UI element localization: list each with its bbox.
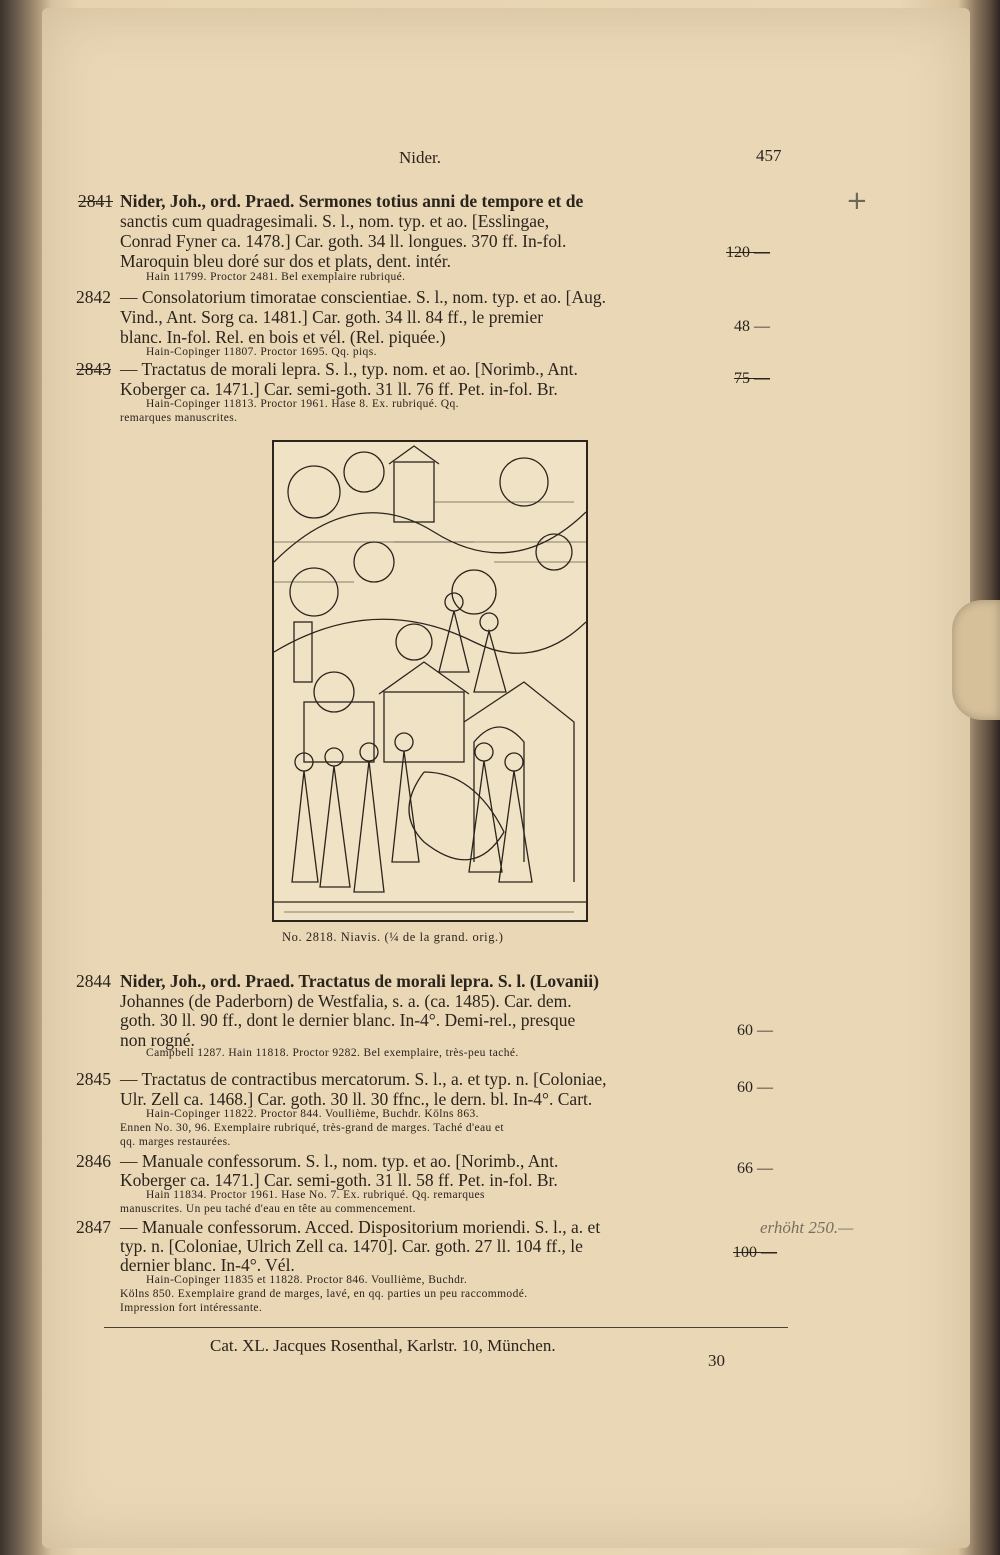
reference-line: manuscrites. Un peu taché d'eau en tête au commencement. (120, 1203, 416, 1215)
entry-line: Koberger ca. 1471.] Car. semi-goth. 31 ll. 76 ff. Pet. in-fol. Br. (120, 379, 558, 399)
handwritten-annotation: erhöht 250.— (760, 1218, 854, 1237)
entry-line: Koberger ca. 1471.] Car. semi-goth. 31 ll. 58 ff. Pet. in-fol. Br. (120, 1170, 558, 1190)
reference-line: remarques manuscrites. (120, 412, 238, 424)
reference-line: Hain-Copinger 11835 et 11828. Proctor 846. Voullième, Buchdr. (146, 1274, 468, 1286)
lot-number: 2841 (78, 191, 113, 211)
running-title: Nider. (399, 148, 442, 167)
entry-line: — Tractatus de morali lepra. S. l., typ. nom. et ao. [Norimb., Ant. (120, 359, 578, 379)
lot-number: 2845 (76, 1069, 111, 1089)
entry-line: — Manuale confessorum. S. l., nom. typ. et ao. [Norimb., Ant. (120, 1151, 559, 1171)
entry-line: sanctis cum quadragesimali. S. l., nom. typ. et ao. [Esslingae, (120, 211, 550, 231)
woodcut-illustration (272, 440, 588, 922)
lot-number: 2847 (76, 1217, 111, 1237)
reference-line: Hain-Copinger 11813. Proctor 1961. Hase 8. Ex. rubriqué. Qq. (146, 398, 459, 410)
entry-line: Vind., Ant. Sorg ca. 1481.] Car. goth. 34 ll. 84 ff., le premier (120, 307, 544, 327)
lot-number: 2843 (76, 359, 111, 379)
reference-line: Ennen No. 30, 96. Exemplaire rubriqué, très-grand de marges. Taché d'eau et (120, 1122, 505, 1134)
entry-line: blanc. In-fol. Rel. en bois et vél. (Rel. piquée.) (120, 327, 446, 347)
price: 60 — (737, 1079, 773, 1096)
signature-mark: 30 (708, 1351, 725, 1370)
page-number: 457 (756, 146, 782, 165)
page-tab-marker (952, 600, 1000, 720)
lot-number: 2846 (76, 1151, 111, 1171)
reference-line: qq. marges restaurées. (120, 1136, 231, 1148)
entry-line: goth. 30 ll. 90 ff., dont le dernier blanc. In-4°. Demi-rel., presque (120, 1010, 576, 1030)
price: 48 — (734, 318, 770, 335)
entry-line: Johannes (de Paderborn) de Westfalia, s. a. (ca. 1485). Car. dem. (120, 991, 572, 1011)
entry-line: dernier blanc. In-4°. Vél. (120, 1255, 295, 1275)
figure-caption: No. 2818. Niavis. (¼ de la grand. orig.) (282, 930, 504, 944)
reference-line: Hain 11799. Proctor 2481. Bel exemplaire rubriqué. (146, 271, 406, 283)
reference-line: Hain-Copinger 11807. Proctor 1695. Qq. piqs. (146, 346, 377, 358)
reference-line: Hain-Copinger 11822. Proctor 844. Voullième, Buchdr. Kölns 863. (146, 1108, 479, 1120)
lot-number: 2844 (76, 971, 111, 991)
entry-line: — Consolatorium timoratae conscientiae. S. l., nom. typ. et ao. [Aug. (120, 287, 607, 307)
entry-line: — Tractatus de contractibus mercatorum. S. l., a. et typ. n. [Coloniae, (120, 1069, 607, 1089)
pencil-cross-mark: + (846, 186, 868, 216)
footer-rule (104, 1327, 788, 1328)
entry-line: Conrad Fyner ca. 1478.] Car. goth. 34 ll. longues. 370 ff. In-fol. (120, 231, 567, 251)
entry-line: Nider, Joh., ord. Praed. Sermones totius anni de tempore et de (120, 191, 584, 211)
reference-line: Hain 11834. Proctor 1961. Hase No. 7. Ex. rubriqué. Qq. remarques (146, 1189, 485, 1201)
price: 100 — (733, 1244, 777, 1261)
woodcut-drawing (274, 442, 586, 920)
entry-line: — Manuale confessorum. Acced. Dispositorium moriendi. S. l., a. et (120, 1217, 601, 1237)
footer-imprint: Cat. XL. Jacques Rosenthal, Karlstr. 10, München. (210, 1336, 556, 1355)
price: 60 — (737, 1022, 773, 1039)
entry-line: Ulr. Zell ca. 1468.] Car. goth. 30 ll. 30 ffnc., le dern. bl. In-4°. Cart. (120, 1089, 593, 1109)
lot-number: 2842 (76, 287, 111, 307)
reference-line: Campbell 1287. Hain 11818. Proctor 9282. Bel exemplaire, très-peu taché. (146, 1047, 519, 1059)
reference-line: Impression fort intéressante. (120, 1302, 263, 1314)
entry-line: non rogné. (120, 1030, 195, 1050)
price: 66 — (737, 1160, 773, 1177)
reference-line: Kölns 850. Exemplaire grand de marges, lavé, en qq. parties un peu raccommodé. (120, 1288, 528, 1300)
entry-line: Maroquin bleu doré sur dos et plats, dent. intér. (120, 251, 451, 271)
price: 120 — (726, 244, 770, 261)
entry-line: Nider, Joh., ord. Praed. Tractatus de morali lepra. S. l. (Lovanii) (120, 971, 599, 991)
price: 75 — (734, 370, 770, 387)
entry-line: typ. n. [Coloniae, Ulrich Zell ca. 1470]. Car. goth. 27 ll. 104 ff., le (120, 1236, 583, 1256)
